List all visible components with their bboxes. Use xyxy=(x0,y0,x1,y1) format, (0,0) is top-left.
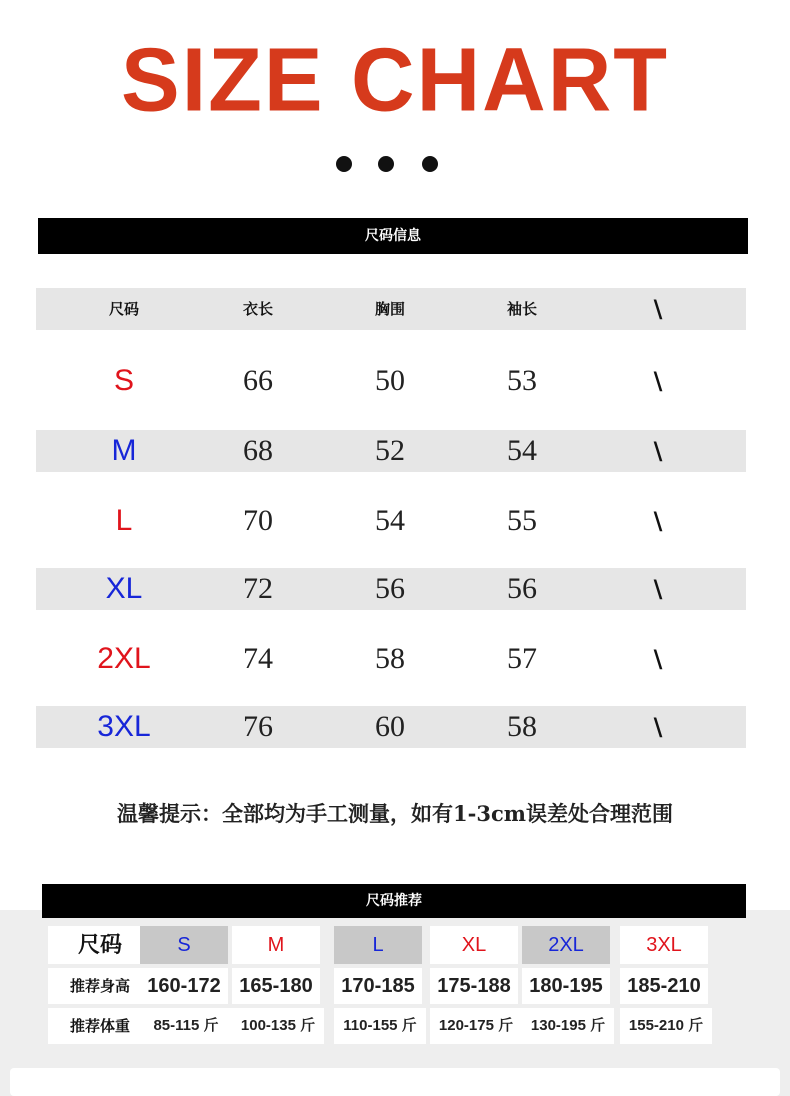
size-value: L xyxy=(115,504,133,537)
size-value: S xyxy=(113,364,134,397)
header-sleeve: 袖长 xyxy=(506,300,537,318)
chest-value: 58 xyxy=(375,642,405,675)
header-size: 尺码 xyxy=(108,300,139,318)
header-extra: \ xyxy=(653,295,663,323)
table-row xyxy=(36,638,746,680)
chest-value: 60 xyxy=(375,710,405,743)
size-value: M xyxy=(111,434,137,467)
dot-icon xyxy=(378,156,394,172)
table-row xyxy=(36,430,746,472)
length-value: 76 xyxy=(243,710,273,743)
recommend-height-l: 170-185 xyxy=(334,968,422,1004)
size-value: 3XL xyxy=(97,710,151,743)
extra-value: \ xyxy=(653,713,663,741)
chest-value: 52 xyxy=(375,434,405,467)
recommend-height-3xl: 185-210 xyxy=(620,968,708,1004)
recommend-height-s: 160-172 xyxy=(140,968,228,1004)
dot-icon xyxy=(422,156,438,172)
length-value: 66 xyxy=(243,364,273,397)
sleeve-value: 54 xyxy=(507,434,537,467)
bottom-strip xyxy=(10,1068,780,1096)
recommend-height-m: 165-180 xyxy=(232,968,320,1004)
recommend-size-3xl: 3XL xyxy=(620,926,708,964)
length-value: 72 xyxy=(243,572,273,605)
extra-value: \ xyxy=(653,507,663,535)
recommend-weight-s: 85-115 斤 xyxy=(140,1008,232,1044)
extra-value: \ xyxy=(653,367,663,395)
recommend-size-l: L xyxy=(334,926,422,964)
length-value: 70 xyxy=(243,504,273,537)
sleeve-value: 57 xyxy=(507,642,537,675)
recommend-weight-xl: 120-175 斤 xyxy=(430,1008,522,1044)
extra-value: \ xyxy=(653,575,663,603)
sleeve-value: 55 xyxy=(507,504,537,537)
extra-value: \ xyxy=(653,645,663,673)
dot-icon xyxy=(336,156,352,172)
section-heading-size-info: 尺码信息 xyxy=(38,218,748,254)
recommend-weight-l: 110-155 斤 xyxy=(334,1008,426,1044)
recommend-weight-2xl: 130-195 斤 xyxy=(522,1008,614,1044)
table-row xyxy=(36,568,746,610)
chest-value: 50 xyxy=(375,364,405,397)
table-row xyxy=(36,706,746,748)
chest-value: 54 xyxy=(375,504,405,537)
extra-value: \ xyxy=(653,437,663,465)
recommend-size-m: M xyxy=(232,926,320,964)
recommend-height-label: 推荐身高 xyxy=(48,968,152,1004)
page-title: SIZE CHART xyxy=(121,29,669,130)
recommend-weight-label: 推荐体重 xyxy=(48,1008,152,1044)
recommend-height-xl: 175-188 xyxy=(430,968,518,1004)
table-row xyxy=(36,360,746,402)
recommend-size-xl: XL xyxy=(430,926,518,964)
measurement-note: 温馨提示：全部均为手工测量，如有1-3cm误差处合理范围 xyxy=(117,801,673,826)
sleeve-value: 53 xyxy=(507,364,537,397)
recommend-size-label: 尺码 xyxy=(48,926,152,964)
table-row xyxy=(36,500,746,542)
table-header-row xyxy=(36,288,746,330)
header-chest: 胸围 xyxy=(374,300,405,318)
sleeve-value: 58 xyxy=(507,710,537,743)
length-value: 68 xyxy=(243,434,273,467)
chest-value: 56 xyxy=(375,572,405,605)
recommend-size-2xl: 2XL xyxy=(522,926,610,964)
length-value: 74 xyxy=(243,642,273,675)
recommend-height-2xl: 180-195 xyxy=(522,968,610,1004)
decorative-dots xyxy=(0,156,790,176)
recommend-weight-3xl: 155-210 斤 xyxy=(620,1008,712,1044)
section-heading-recommend: 尺码推荐 xyxy=(42,884,746,918)
sleeve-value: 56 xyxy=(507,572,537,605)
size-value: XL xyxy=(105,572,143,605)
recommend-size-s: S xyxy=(140,926,228,964)
recommend-weight-m: 100-135 斤 xyxy=(232,1008,324,1044)
header-length: 衣长 xyxy=(242,300,273,318)
size-value: 2XL xyxy=(97,642,151,675)
